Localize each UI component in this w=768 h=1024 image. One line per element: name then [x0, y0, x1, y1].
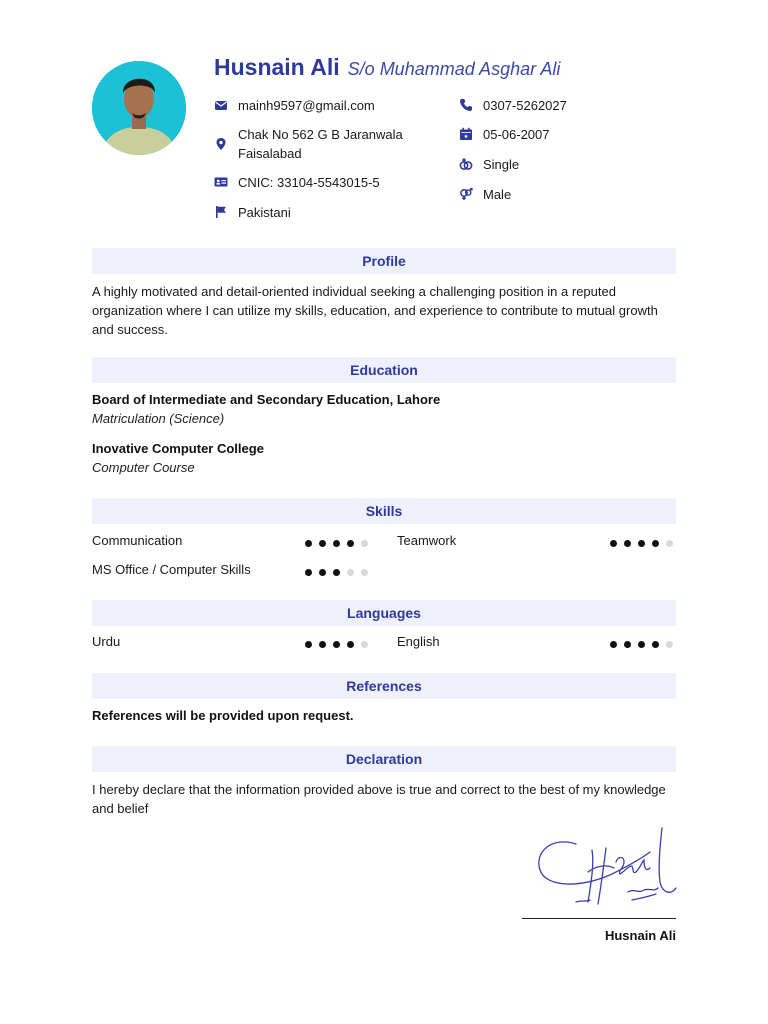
- skill-rating: [305, 567, 375, 577]
- father-name: S/o Muhammad Asghar Ali: [347, 59, 561, 79]
- rating-dot-filled: [305, 641, 312, 648]
- profile-text: A highly motivated and detail-oriented individual seeking a challenging position in a reputed organization where I can utilize my skills, education, and experience to contribute to mutual growth and success.: [92, 284, 658, 337]
- rating-dot-filled: [624, 540, 631, 547]
- marital-text: Single: [483, 157, 520, 172]
- signature-image: [532, 822, 680, 914]
- email-text: mainh9597@gmail.com: [238, 98, 375, 113]
- rating-dot-filled: [638, 641, 645, 648]
- rating-dot-filled: [333, 641, 340, 648]
- rating-dot-filled: [347, 641, 354, 648]
- education-institution: Inovative Computer College: [92, 441, 264, 456]
- rating-dot-filled: [305, 540, 312, 547]
- section-declaration-heading: Declaration: [92, 746, 676, 772]
- calendar-icon: [459, 127, 473, 141]
- declaration-text: I hereby declare that the information provided above is true and correct to the best of my knowledge and belief: [92, 782, 666, 816]
- rating-dot-filled: [610, 641, 617, 648]
- education-degree: Computer Course: [92, 460, 195, 475]
- skill-rating: [610, 538, 680, 548]
- skill-name: Teamwork: [397, 533, 457, 548]
- rating-dot-empty: [361, 641, 368, 648]
- signature-name: Husnain Ali: [604, 928, 676, 943]
- rating-dot-filled: [319, 641, 326, 648]
- envelope-icon: [214, 98, 228, 112]
- id-card-icon: [214, 175, 228, 189]
- address-line1: Chak No 562 G B Jaranwala: [238, 127, 403, 142]
- dob-text: 05-06-2007: [483, 127, 550, 142]
- location-pin-icon: [214, 137, 228, 151]
- gender-text: Male: [483, 187, 512, 202]
- rating-dot-filled: [638, 540, 645, 547]
- gender-icon: [459, 187, 473, 201]
- phone-text: 0307-5262027: [483, 98, 567, 113]
- section-references-heading: References: [92, 673, 676, 699]
- education-institution: Board of Intermediate and Secondary Education, Lahore: [92, 392, 441, 407]
- rating-dot-filled: [319, 540, 326, 547]
- rating-dot-filled: [333, 540, 340, 547]
- section-languages-heading: Languages: [92, 600, 676, 626]
- rating-dot-empty: [347, 569, 354, 576]
- section-profile-heading: Profile: [92, 248, 676, 274]
- rating-dot-empty: [361, 540, 368, 547]
- language-name: English: [397, 634, 440, 649]
- rating-dot-empty: [666, 540, 673, 547]
- rating-dot-filled: [319, 569, 326, 576]
- language-name: Urdu: [92, 634, 121, 649]
- cnic-text: CNIC: 33104-5543015-5: [238, 175, 380, 190]
- skill-name: Communication: [92, 533, 183, 548]
- language-rating: [305, 639, 375, 649]
- rating-dot-filled: [610, 540, 617, 547]
- rating-dot-filled: [652, 641, 659, 648]
- skill-rating: [305, 538, 375, 548]
- rating-dot-filled: [333, 569, 340, 576]
- skill-name: MS Office / Computer Skills: [92, 562, 251, 577]
- profile-photo: [92, 61, 186, 155]
- rating-dot-filled: [305, 569, 312, 576]
- flag-icon: [214, 205, 228, 219]
- language-rating: [610, 639, 680, 649]
- rating-dot-empty: [666, 641, 673, 648]
- rating-dot-filled: [624, 641, 631, 648]
- references-text: References will be provided upon request.: [92, 708, 354, 723]
- address-line2: Faisalabad: [238, 146, 302, 161]
- rings-icon: [459, 157, 473, 171]
- candidate-name: [214, 54, 560, 81]
- phone-icon: [459, 98, 473, 112]
- signature-line: [522, 918, 676, 919]
- nationality-text: Pakistani: [238, 205, 291, 220]
- section-skills-heading: Skills: [92, 498, 676, 524]
- education-degree: Matriculation (Science): [92, 411, 225, 426]
- name-text: Husnain Ali: [214, 54, 340, 80]
- rating-dot-filled: [652, 540, 659, 547]
- section-education-heading: Education: [92, 357, 676, 383]
- rating-dot-filled: [347, 540, 354, 547]
- rating-dot-empty: [361, 569, 368, 576]
